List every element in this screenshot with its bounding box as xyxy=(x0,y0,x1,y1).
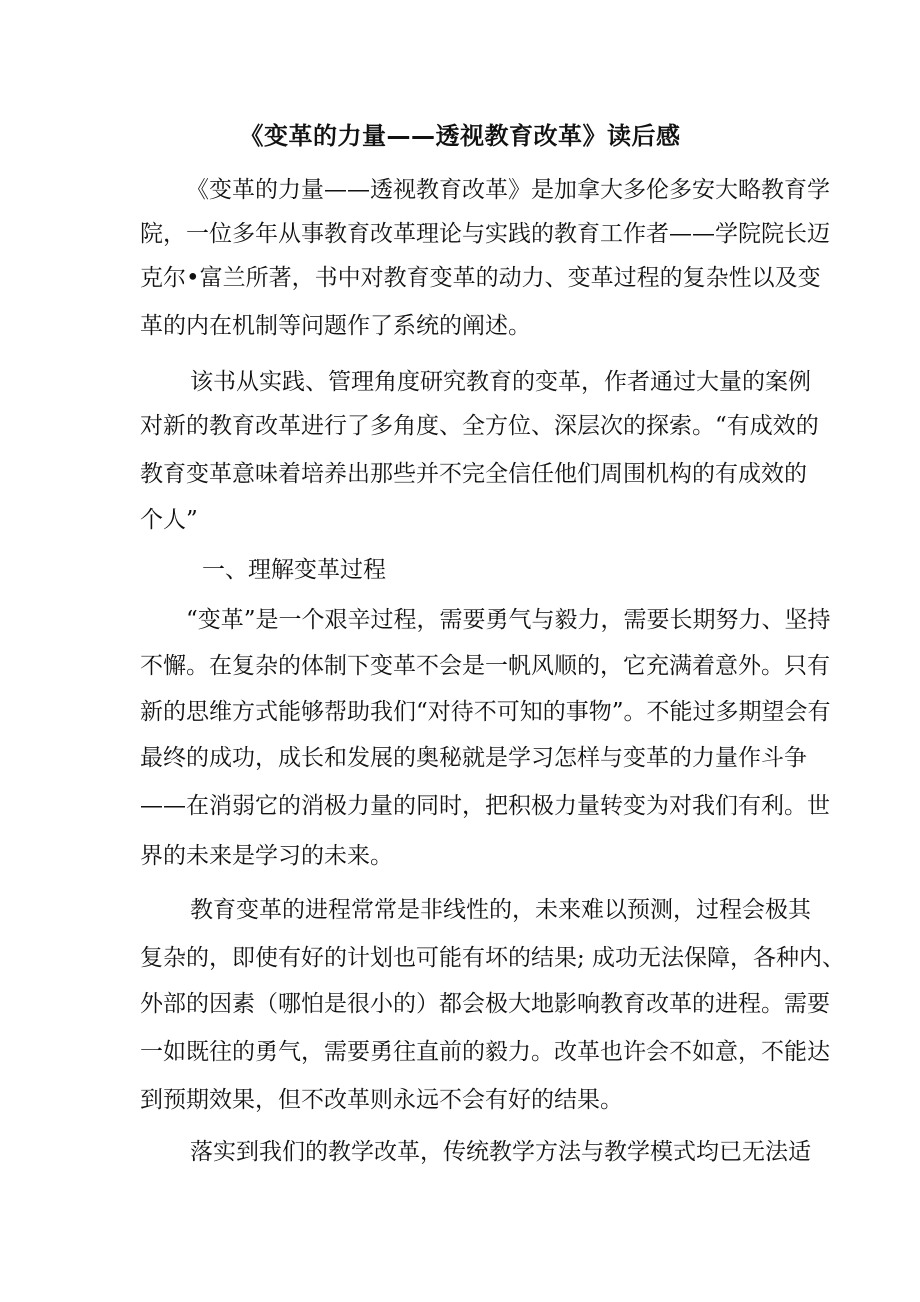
text-line: 个人” xyxy=(140,507,198,533)
text-line: 教育变革意味着培养出那些并不完全信任他们周围机构的有成效的 xyxy=(140,461,807,487)
text-line: “变革”是一个艰辛过程，需要勇气与毅力，需要长期努力、坚持 xyxy=(186,607,831,633)
text-line: ——在消弱它的消极力量的同时，把积极力量转变为对我们有利。世 xyxy=(140,793,830,819)
text-line: 界的未来是学习的未来。 xyxy=(140,843,393,869)
text-line: 一如既往的勇气，需要勇往直前的毅力。改革也许会不如意，不能达 xyxy=(140,1039,830,1065)
text-line: 复杂的，即使有好的计划也可能有坏的结果; 成功无法保障，各种内、 xyxy=(140,945,846,971)
text-line: 教育变革的进程常常是非线性的，未来难以预测，过程会极其 xyxy=(190,897,811,923)
document-title: 《变革的力量——透视教育改革》读后感 xyxy=(239,122,681,150)
text-line: 革的内在机制等问题作了系统的阐述。 xyxy=(140,313,531,339)
text-line: 外部的因素（哪怕是很小的）都会极大地影响教育改革的进程。需要 xyxy=(140,991,830,1017)
section-heading: 一、理解变革过程 xyxy=(202,557,386,583)
text-line: 新的思维方式能够帮助我们“对待不可知的事物”。不能过多期望会有 xyxy=(140,699,831,725)
text-line: 落实到我们的教学改革，传统教学方法与教学模式均已无法适 xyxy=(190,1139,811,1165)
text-line: 院，一位多年从事教育改革理论与实践的教育工作者——学院院长迈 xyxy=(140,221,830,247)
text-line: 《变革的力量——透视教育改革》是加拿大多伦多安大略教育学 xyxy=(186,177,830,203)
text-line: 该书从实践、管理角度研究教育的变革，作者通过大量的案例 xyxy=(190,369,811,395)
text-line: 到预期效果，但不改革则永远不会有好的结果。 xyxy=(140,1087,623,1113)
text-line: 对新的教育改革进行了多角度、全方位、深层次的探索。“有成效的 xyxy=(140,413,819,439)
text-line: 克尔•富兰所著，书中对教育变革的动力、变革过程的复杂性以及变 xyxy=(140,265,821,291)
text-line: 最终的成功，成长和发展的奥秘就是学习怎样与变革的力量作斗争 xyxy=(140,745,807,771)
text-line: 不懈。在复杂的体制下变革不会是一帆风顺的，它充满着意外。只有 xyxy=(140,653,830,679)
